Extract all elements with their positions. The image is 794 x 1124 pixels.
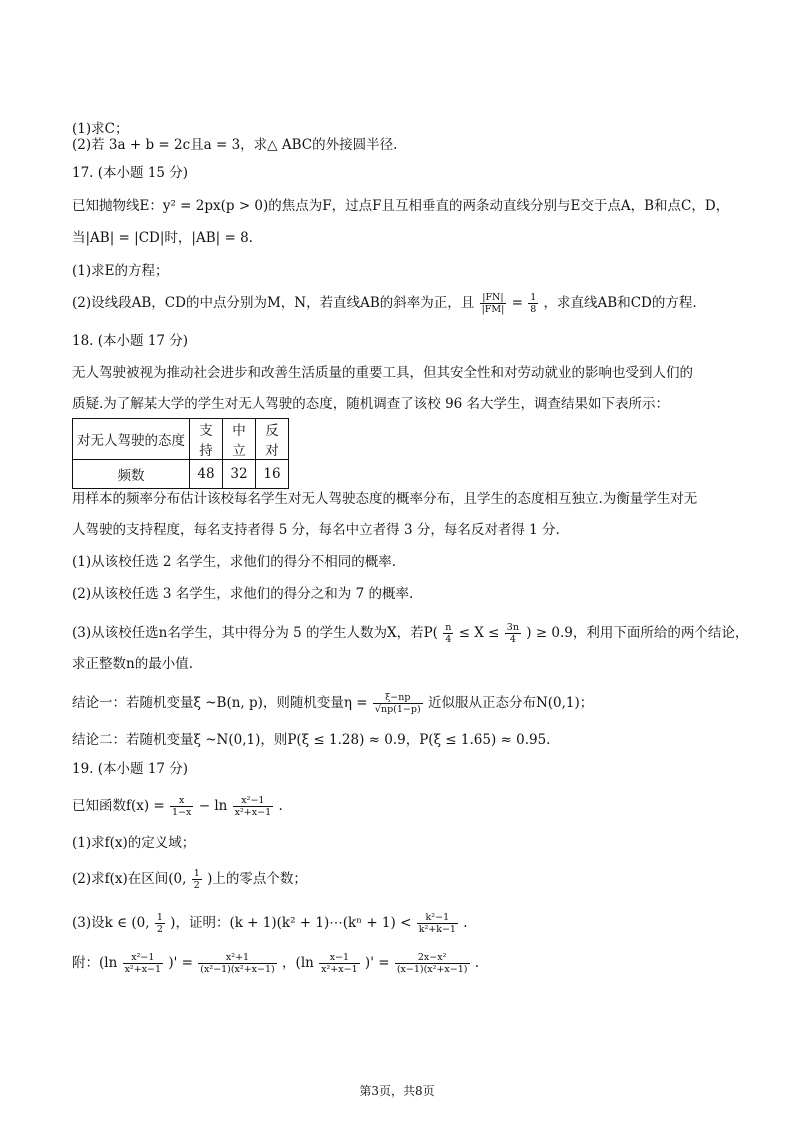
appendix-text-a: 附：(ln bbox=[72, 955, 118, 971]
q18-stem-line1: 无人驾驶被视为推动社会进步和改善生活质量的重要工具，但其安全性和对劳动就业的影响也受到人们的 bbox=[72, 365, 693, 381]
q19-stem bbox=[72, 795, 283, 818]
period: . bbox=[474, 955, 480, 971]
equals-sign: = bbox=[511, 295, 523, 311]
fraction-denominator: 4 bbox=[509, 634, 516, 645]
fraction-log-argument bbox=[233, 795, 274, 818]
q19-part1: (1)求f(x)的定义域； bbox=[72, 835, 196, 851]
period: . bbox=[463, 915, 468, 931]
q18-header: 18. (本小题 17 分) bbox=[72, 333, 189, 349]
q18-part2: (2)从该校任选 3 名学生，求他们的得分之和为 7 的概率. bbox=[72, 586, 414, 602]
appendix-fraction-1 bbox=[123, 952, 164, 975]
q19-stem-text-a: 已知函数f(x) = bbox=[72, 798, 165, 814]
fraction-denominator: 2 bbox=[156, 924, 163, 935]
period: . bbox=[278, 798, 283, 814]
q16-part2: (2)若 3a + b = 2c且a = 3，求△ ABC的外接圆半径. bbox=[72, 137, 398, 153]
fraction-x-over-1-minus-x bbox=[170, 795, 193, 818]
fraction-denominator: x²+x−1 bbox=[234, 807, 272, 818]
q19-header: 19. (本小题 17 分) bbox=[72, 761, 189, 777]
table-row bbox=[73, 460, 289, 489]
standardized-fraction bbox=[373, 692, 423, 715]
table-cell: 支持 bbox=[190, 419, 223, 460]
fraction-denominator: (x−1)(x²+x−1) bbox=[396, 964, 468, 975]
q17-ratio-fraction bbox=[480, 292, 507, 315]
table-cell: 反对 bbox=[256, 419, 289, 460]
appendix-text-b: )' = bbox=[168, 955, 193, 971]
appendix-fraction-2 bbox=[198, 952, 276, 975]
table-row bbox=[73, 419, 289, 460]
q18-part3 bbox=[72, 622, 748, 645]
q17-stem-line2: 当|AB| = |CD|时，|AB| = 8. bbox=[72, 230, 253, 246]
fraction-one-half bbox=[155, 912, 165, 935]
q17-header: 17. (本小题 15 分) bbox=[72, 165, 189, 181]
fraction-numerator: 1 bbox=[530, 292, 537, 303]
q17-part2 bbox=[72, 292, 697, 315]
fraction-numerator: 2x−x² bbox=[395, 952, 470, 964]
q18-stem-line2: 质疑.为了解某大学的学生对无人驾驶的态度，随机调查了该校 96 名大学生，调查结果如下表所示： bbox=[72, 396, 670, 412]
appendix-text-d: )' = bbox=[364, 955, 390, 971]
fraction-denominator: 4 bbox=[445, 634, 452, 645]
fraction-numerator: x²−1 bbox=[123, 952, 164, 964]
minus-ln: − ln bbox=[198, 798, 228, 814]
table-cell: 频数 bbox=[73, 460, 190, 489]
fraction-one-half bbox=[192, 868, 202, 891]
appendix-fraction-4 bbox=[395, 952, 470, 975]
conclusion1-text-b: 近似服从正态分布N(0,1)； bbox=[427, 695, 594, 711]
q19-part2 bbox=[72, 868, 307, 891]
appendix-text-c: ，(ln bbox=[282, 955, 314, 971]
q18-conclusion2: 结论二：若随机变量ξ ~N(0,1)，则P(ξ ≤ 1.28) ≈ 0.9，P(ξ ≤ 1.65) ≈ 0.95. bbox=[72, 732, 551, 748]
fraction-bound bbox=[417, 912, 458, 935]
q19-part2-text-a: (2)求f(x)在区间(0, bbox=[72, 871, 187, 887]
q18-after-line1: 用样本的频率分布估计该校每名学生对无人驾驶态度的概率分布，且学生的态度相互独立.为衡量学生对无 bbox=[72, 491, 698, 507]
fraction-denominator: (x²−1)(x²+x−1) bbox=[200, 964, 275, 975]
fraction-denominator: x²+x−1 bbox=[124, 964, 162, 975]
fraction-3n-over-4 bbox=[505, 622, 521, 645]
q19-part3-text-a: (3)设k ∈ (0, bbox=[72, 915, 150, 931]
q16-part1: (1)求C； bbox=[72, 121, 129, 137]
q17-part2-text-b: ，求直线AB和CD的方程. bbox=[543, 295, 697, 311]
q18-after-line2: 人驾驶的支持程度，每名支持者得 5 分，每名中立者得 3 分，每名反对者得 1 分. bbox=[72, 522, 560, 538]
fraction-numerator: k²−1 bbox=[417, 912, 458, 924]
survey-table bbox=[72, 418, 289, 489]
fraction-denominator: x²+x−1 bbox=[321, 964, 358, 975]
fraction-numerator: |FN| bbox=[480, 292, 507, 304]
q17-part2-text-a: (2)设线段AB，CD的中点分别为M，N，若直线AB的斜率为正，且 bbox=[72, 295, 475, 311]
q18-part3-text-b: ) ≥ 0.9，利用下面所给的两个结论， bbox=[526, 625, 749, 641]
table-cell: 中立 bbox=[223, 419, 256, 460]
fraction-numerator: n bbox=[445, 622, 452, 633]
fraction-denominator: 8 bbox=[530, 304, 537, 315]
page-footer: 第3页，共8页 bbox=[359, 1084, 435, 1098]
appendix-fraction-3 bbox=[319, 952, 360, 975]
fraction-numerator: x bbox=[170, 795, 193, 807]
table-cell: 16 bbox=[256, 460, 289, 489]
table-cell: 48 bbox=[190, 460, 223, 489]
q19-part2-text-b: )上的零点个数； bbox=[207, 871, 307, 887]
fraction-denominator: |FM| bbox=[481, 304, 505, 315]
q17-value-fraction bbox=[528, 292, 538, 315]
inequality: ≤ X ≤ bbox=[458, 625, 500, 641]
q19-appendix bbox=[72, 952, 479, 975]
table-cell: 32 bbox=[223, 460, 256, 489]
q18-conclusion1 bbox=[72, 692, 593, 715]
fraction-denominator: √np(1−p) bbox=[374, 704, 421, 715]
table-cell: 对无人驾驶的态度 bbox=[73, 419, 190, 460]
fraction-denominator: 2 bbox=[193, 880, 200, 891]
fraction-numerator: x²+1 bbox=[198, 952, 276, 964]
fraction-numerator: x−1 bbox=[319, 952, 360, 964]
fraction-numerator: x²−1 bbox=[233, 795, 274, 807]
q19-part3 bbox=[72, 912, 468, 935]
q18-part1: (1)从该校任选 2 名学生，求他们的得分不相同的概率. bbox=[72, 554, 397, 570]
q18-part3-text-a: (3)从该校任选n名学生，其中得分为 5 的学生人数为X，若P( bbox=[72, 625, 438, 641]
conclusion1-text-a: 结论一：若随机变量ξ ~B(n, p)，则随机变量η = bbox=[72, 695, 368, 711]
fraction-numerator: 1 bbox=[193, 868, 200, 879]
fraction-denominator: 1−x bbox=[172, 807, 192, 818]
q17-part1: (1)求E的方程； bbox=[72, 263, 169, 279]
q19-part3-text-b: )，证明：(k + 1)(k² + 1)⋯(kⁿ + 1) < bbox=[170, 915, 412, 931]
fraction-numerator: ξ−np bbox=[373, 692, 423, 704]
q18-part3-line2: 求正整数n的最小值. bbox=[72, 656, 193, 672]
fraction-numerator: 3n bbox=[506, 622, 519, 633]
q17-stem-line1: 已知抛物线E：y² = 2px(p > 0)的焦点为F，过点F且互相垂直的两条动直线分别与E交于点A，B和点C，D， bbox=[72, 198, 730, 214]
fraction-numerator: 1 bbox=[156, 912, 163, 923]
fraction-denominator: k²+k−1 bbox=[418, 924, 456, 935]
fraction-n-over-4 bbox=[443, 622, 453, 645]
